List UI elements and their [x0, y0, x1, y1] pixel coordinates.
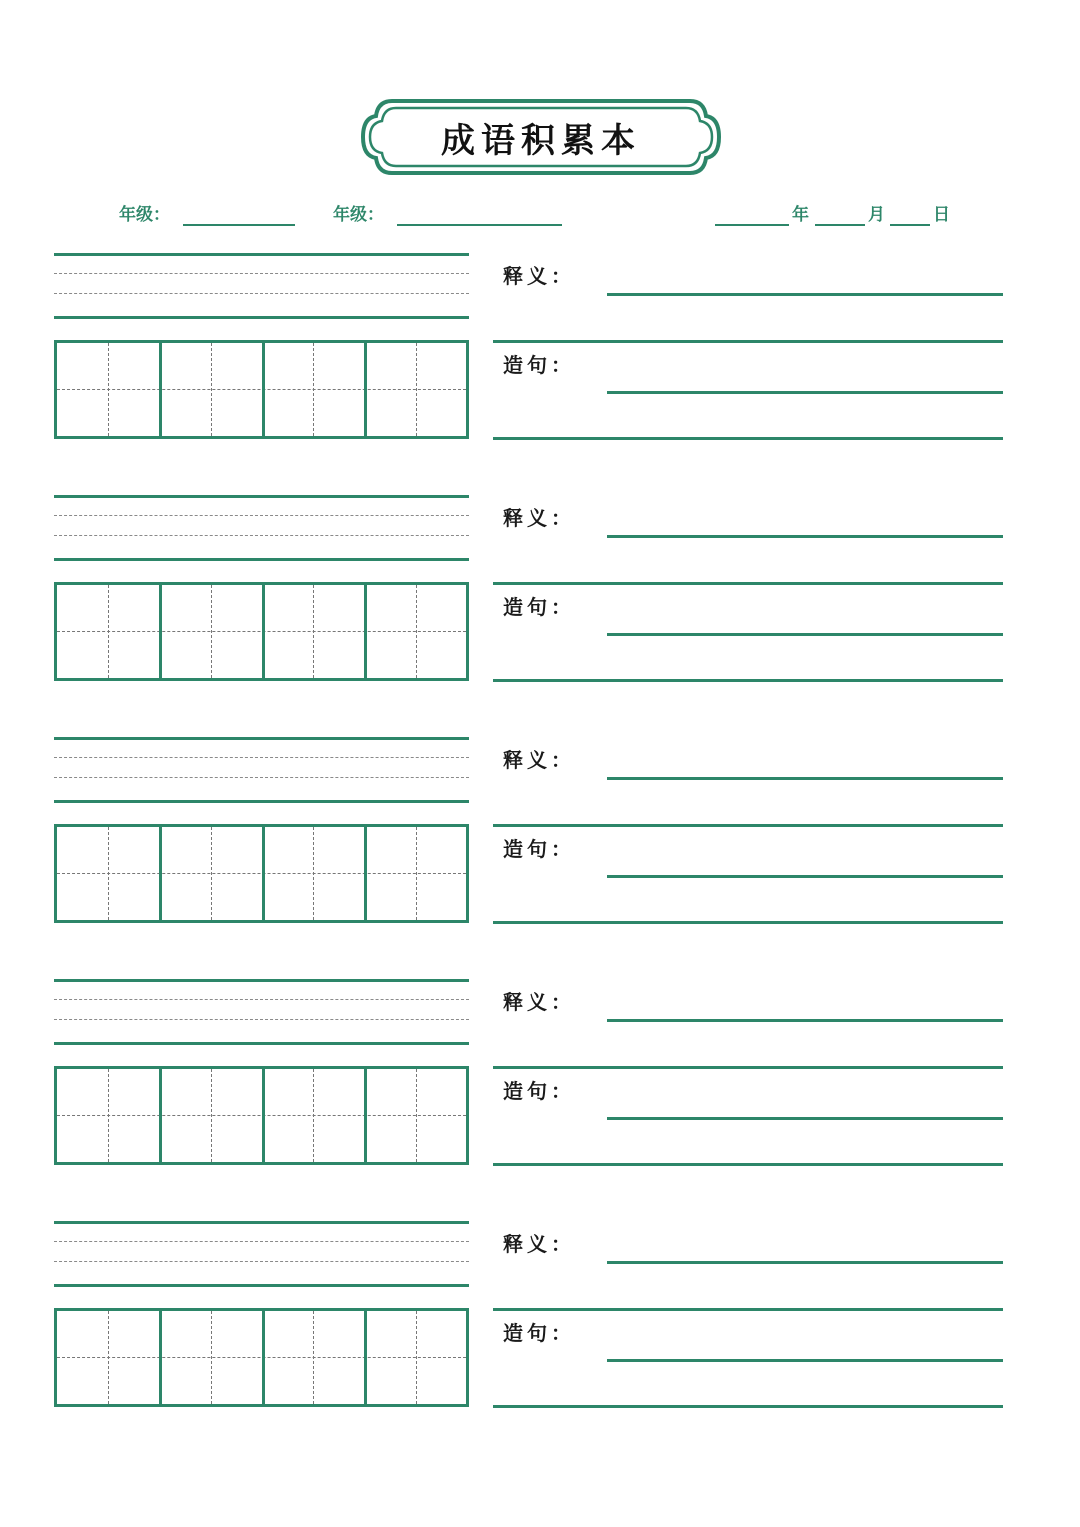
sentence-line[interactable] — [607, 633, 1003, 636]
cell-midline — [108, 1311, 109, 1404]
cell-midline — [416, 343, 417, 436]
sentence-line[interactable] — [607, 875, 1003, 878]
meaning-label: 释义： — [503, 1232, 575, 1256]
year-label: 年 — [792, 205, 809, 225]
sentence-line[interactable] — [493, 679, 1003, 682]
idiom-entry-4 — [0, 979, 1080, 1179]
pinyin-top-line — [54, 979, 469, 982]
pinyin-dashed-line[interactable] — [54, 293, 469, 294]
pinyin-bottom-line — [54, 558, 469, 561]
cell-midline — [313, 1069, 314, 1162]
cell-divider — [364, 1311, 367, 1404]
cell-midline — [108, 1069, 109, 1162]
pinyin-top-line — [54, 495, 469, 498]
cell-divider — [262, 343, 265, 436]
pinyin-bottom-line — [54, 800, 469, 803]
cell-divider — [159, 343, 162, 436]
cell-midline — [416, 1311, 417, 1404]
cell-midline — [416, 585, 417, 678]
meaning-line[interactable] — [493, 1066, 1003, 1069]
meaning-line[interactable] — [493, 1308, 1003, 1311]
pinyin-bottom-line — [54, 1042, 469, 1045]
pinyin-dashed-line — [54, 999, 469, 1000]
meaning-label: 释义： — [503, 264, 575, 288]
grade-label-1: 年级： — [119, 205, 170, 225]
sentence-line[interactable] — [493, 1163, 1003, 1166]
grade-input-line-2[interactable] — [397, 224, 562, 226]
cell-midline — [211, 585, 212, 678]
sentence-line[interactable] — [493, 921, 1003, 924]
meaning-line[interactable] — [607, 1261, 1003, 1264]
page-title: 成语积累本 — [441, 120, 641, 161]
tianzige-grid[interactable] — [54, 1308, 469, 1407]
sentence-line[interactable] — [607, 1359, 1003, 1362]
pinyin-dashed-line[interactable] — [54, 777, 469, 778]
cell-divider — [159, 1311, 162, 1404]
pinyin-dashed-line — [54, 757, 469, 758]
meaning-label: 释义： — [503, 506, 575, 530]
sentence-label: 造句： — [503, 837, 575, 861]
cell-midline — [108, 585, 109, 678]
cell-divider — [262, 1311, 265, 1404]
cell-midline — [313, 827, 314, 920]
cell-divider — [364, 585, 367, 678]
cell-midline — [416, 1069, 417, 1162]
cell-divider — [364, 1069, 367, 1162]
idiom-entry-5 — [0, 1221, 1080, 1421]
month-label: 月 — [868, 205, 885, 225]
meaning-line[interactable] — [607, 1019, 1003, 1022]
cell-midline — [108, 343, 109, 436]
pinyin-top-line — [54, 253, 469, 256]
cell-divider — [364, 827, 367, 920]
meaning-line[interactable] — [493, 824, 1003, 827]
cell-midline — [211, 827, 212, 920]
cell-midline — [108, 827, 109, 920]
pinyin-dashed-line[interactable] — [54, 1019, 469, 1020]
cell-divider — [262, 585, 265, 678]
meaning-label: 释义： — [503, 990, 575, 1014]
tianzige-grid[interactable] — [54, 824, 469, 923]
pinyin-dashed-line[interactable] — [54, 1261, 469, 1262]
cell-midline — [211, 343, 212, 436]
tianzige-grid[interactable] — [54, 582, 469, 681]
pinyin-dashed-line — [54, 273, 469, 274]
pinyin-top-line — [54, 737, 469, 740]
cell-midline — [211, 1311, 212, 1404]
day-input-line[interactable] — [890, 224, 930, 226]
sentence-line[interactable] — [607, 391, 1003, 394]
cell-midline — [313, 1311, 314, 1404]
cell-midline — [313, 585, 314, 678]
cell-divider — [364, 343, 367, 436]
meaning-label: 释义： — [503, 748, 575, 772]
meaning-line[interactable] — [493, 582, 1003, 585]
meaning-line[interactable] — [607, 535, 1003, 538]
grade-label-2: 年级： — [333, 205, 384, 225]
sentence-label: 造句： — [503, 595, 575, 619]
grade-input-line-1[interactable] — [183, 224, 295, 226]
idiom-entry-1 — [0, 253, 1080, 453]
idiom-entry-2 — [0, 495, 1080, 695]
meaning-line[interactable] — [607, 777, 1003, 780]
sentence-line[interactable] — [607, 1117, 1003, 1120]
cell-midline — [211, 1069, 212, 1162]
meaning-line[interactable] — [493, 340, 1003, 343]
sentence-label: 造句： — [503, 1079, 575, 1103]
sentence-line[interactable] — [493, 437, 1003, 440]
sentence-label: 造句： — [503, 353, 575, 377]
pinyin-top-line — [54, 1221, 469, 1224]
tianzige-grid[interactable] — [54, 1066, 469, 1165]
year-input-line[interactable] — [715, 224, 789, 226]
cell-divider — [159, 1069, 162, 1162]
meaning-line[interactable] — [607, 293, 1003, 296]
tianzige-grid[interactable] — [54, 340, 469, 439]
cell-divider — [262, 1069, 265, 1162]
pinyin-dashed-line — [54, 1241, 469, 1242]
cell-midline — [313, 343, 314, 436]
cell-divider — [159, 585, 162, 678]
pinyin-bottom-line — [54, 1284, 469, 1287]
idiom-entry-3 — [0, 737, 1080, 937]
cell-divider — [159, 827, 162, 920]
sentence-label: 造句： — [503, 1321, 575, 1345]
cell-midline — [416, 827, 417, 920]
pinyin-dashed-line — [54, 515, 469, 516]
pinyin-bottom-line — [54, 316, 469, 319]
pinyin-dashed-line[interactable] — [54, 535, 469, 536]
sentence-line[interactable] — [493, 1405, 1003, 1408]
cell-divider — [262, 827, 265, 920]
month-input-line[interactable] — [815, 224, 865, 226]
day-label: 日 — [933, 205, 950, 225]
